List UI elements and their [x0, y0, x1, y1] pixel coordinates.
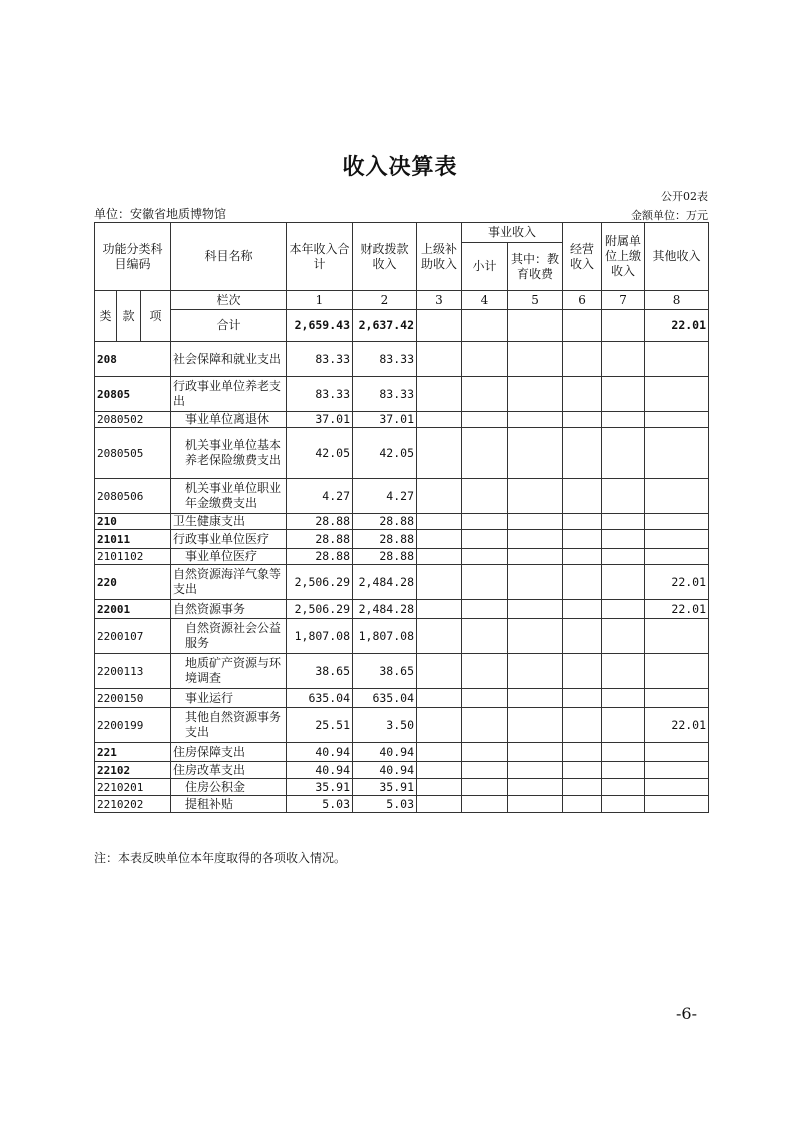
row-empty-cell [462, 689, 508, 708]
col-num: 3 [417, 291, 462, 310]
row-code: 2080505 [95, 428, 171, 479]
row-total: 37.01 [287, 412, 353, 428]
table-row [95, 479, 709, 514]
row-empty-cell [563, 412, 602, 428]
header-lei: 类 [95, 291, 117, 342]
col-num: 6 [563, 291, 602, 310]
row-fiscal: 2,484.28 [353, 565, 417, 600]
total-label: 合计 [171, 310, 287, 342]
row-fiscal: 37.01 [353, 412, 417, 428]
table-row [95, 514, 709, 530]
row-empty-cell [462, 377, 508, 412]
header-column-row: 栏次 [171, 291, 287, 310]
row-empty-cell [563, 654, 602, 689]
total-fiscal: 2,637.42 [353, 310, 417, 342]
row-empty-cell [602, 708, 645, 743]
row-code: 2080502 [95, 412, 171, 428]
row-empty-cell [508, 779, 563, 796]
row-fiscal: 4.27 [353, 479, 417, 514]
row-empty-cell [602, 514, 645, 530]
row-other [645, 689, 709, 708]
row-empty-cell [563, 689, 602, 708]
row-empty-cell [563, 743, 602, 762]
row-other [645, 743, 709, 762]
row-empty-cell [602, 377, 645, 412]
row-empty-cell [417, 796, 462, 813]
header-func-code: 功能分类科目编码 [95, 223, 171, 291]
row-empty-cell [602, 565, 645, 600]
row-name: 行政事业单位医疗 [171, 530, 287, 549]
header-operating: 经营收入 [563, 223, 602, 291]
row-total: 2,506.29 [287, 565, 353, 600]
row-empty-cell [602, 412, 645, 428]
row-total: 635.04 [287, 689, 353, 708]
row-code: 2210202 [95, 796, 171, 813]
row-empty-cell [508, 796, 563, 813]
row-empty-cell [563, 762, 602, 779]
row-empty-cell [462, 412, 508, 428]
row-name: 社会保障和就业支出 [171, 342, 287, 377]
table-row [95, 708, 709, 743]
row-name: 卫生健康支出 [171, 514, 287, 530]
row-empty-cell [508, 600, 563, 619]
row-other [645, 654, 709, 689]
row-name: 机关事业单位基本养老保险缴费支出 [171, 428, 287, 479]
row-total: 4.27 [287, 479, 353, 514]
row-code: 2200150 [95, 689, 171, 708]
page-title: 收入决算表 [342, 155, 458, 180]
row-empty-cell [508, 743, 563, 762]
row-empty-cell [417, 549, 462, 565]
row-empty-cell [462, 600, 508, 619]
table-row [95, 428, 709, 479]
col-num: 1 [287, 291, 353, 310]
row-empty-cell [602, 428, 645, 479]
row-total: 42.05 [287, 428, 353, 479]
row-empty-cell [462, 514, 508, 530]
row-empty-cell [508, 654, 563, 689]
row-other [645, 549, 709, 565]
row-empty-cell [563, 796, 602, 813]
header-total: 本年收入合计 [287, 223, 353, 291]
row-empty-cell [602, 779, 645, 796]
row-empty-cell [462, 762, 508, 779]
header-other: 其他收入 [645, 223, 709, 291]
row-empty-cell [602, 796, 645, 813]
row-name: 自然资源海洋气象等支出 [171, 565, 287, 600]
row-name: 地质矿产资源与环境调查 [171, 654, 287, 689]
table-row [95, 689, 709, 708]
row-other [645, 342, 709, 377]
total-row [95, 310, 709, 342]
row-empty-cell [462, 654, 508, 689]
row-empty-cell [417, 708, 462, 743]
row-empty-cell [417, 654, 462, 689]
row-empty-cell [417, 779, 462, 796]
row-code: 2080506 [95, 479, 171, 514]
row-empty-cell [602, 689, 645, 708]
row-empty-cell [417, 530, 462, 549]
amount-unit-label: 金额单位：万元 [631, 209, 708, 222]
row-empty-cell [462, 342, 508, 377]
row-empty-cell [602, 479, 645, 514]
row-fiscal: 40.94 [353, 762, 417, 779]
row-empty-cell [417, 689, 462, 708]
header-fiscal: 财政拨款收入 [353, 223, 417, 291]
header-subtotal: 小计 [462, 243, 508, 291]
row-empty-cell [417, 514, 462, 530]
row-name: 行政事业单位养老支出 [171, 377, 287, 412]
row-fiscal: 35.91 [353, 779, 417, 796]
row-code: 22001 [95, 600, 171, 619]
table-row [95, 530, 709, 549]
row-code: 2101102 [95, 549, 171, 565]
row-fiscal: 40.94 [353, 743, 417, 762]
row-name: 机关事业单位职业年金缴费支出 [171, 479, 287, 514]
row-name: 住房改革支出 [171, 762, 287, 779]
table-row [95, 412, 709, 428]
row-name: 提租补贴 [171, 796, 287, 813]
row-code: 2210201 [95, 779, 171, 796]
row-empty-cell [563, 549, 602, 565]
row-empty-cell [417, 600, 462, 619]
row-other [645, 428, 709, 479]
row-total: 83.33 [287, 342, 353, 377]
row-total: 25.51 [287, 708, 353, 743]
row-total: 28.88 [287, 549, 353, 565]
row-empty-cell [508, 619, 563, 654]
row-empty-cell [508, 530, 563, 549]
row-empty-cell [563, 479, 602, 514]
row-empty-cell [508, 428, 563, 479]
row-total: 1,807.08 [287, 619, 353, 654]
row-empty-cell [563, 708, 602, 743]
col-num: 8 [645, 291, 709, 310]
row-empty-cell [602, 762, 645, 779]
header-affiliated: 附属单位上缴收入 [602, 223, 645, 291]
row-other: 22.01 [645, 600, 709, 619]
row-empty-cell [602, 743, 645, 762]
row-code: 208 [95, 342, 171, 377]
total-other: 22.01 [645, 310, 709, 342]
row-code: 210 [95, 514, 171, 530]
row-other: 22.01 [645, 708, 709, 743]
row-empty-cell [462, 428, 508, 479]
table-row [95, 377, 709, 412]
table-row [95, 762, 709, 779]
row-empty-cell [508, 377, 563, 412]
row-empty-cell [462, 530, 508, 549]
col-num: 4 [462, 291, 508, 310]
row-other [645, 779, 709, 796]
row-other [645, 796, 709, 813]
page-number: -6- [676, 1004, 697, 1023]
table-body [95, 342, 709, 813]
row-empty-cell [417, 479, 462, 514]
table-row [95, 743, 709, 762]
row-code: 221 [95, 743, 171, 762]
row-empty-cell [602, 600, 645, 619]
row-fiscal: 28.88 [353, 549, 417, 565]
header-subject-name: 科目名称 [171, 223, 287, 291]
row-fiscal: 42.05 [353, 428, 417, 479]
unit-label: 单位：安徽省地质博物馆 [94, 207, 227, 221]
row-empty-cell [462, 743, 508, 762]
footnote: 注：本表反映单位本年度取得的各项收入情况。 [94, 851, 347, 865]
table-row [95, 796, 709, 813]
row-code: 21011 [95, 530, 171, 549]
row-total: 40.94 [287, 743, 353, 762]
row-empty-cell [508, 342, 563, 377]
row-fiscal: 5.03 [353, 796, 417, 813]
row-empty-cell [417, 428, 462, 479]
row-fiscal: 28.88 [353, 530, 417, 549]
row-empty-cell [602, 619, 645, 654]
row-empty-cell [563, 600, 602, 619]
row-name: 事业运行 [171, 689, 287, 708]
row-total: 40.94 [287, 762, 353, 779]
row-empty-cell [508, 565, 563, 600]
row-empty-cell [462, 565, 508, 600]
row-empty-cell [462, 779, 508, 796]
row-empty-cell [462, 796, 508, 813]
row-empty-cell [602, 654, 645, 689]
row-empty-cell [602, 342, 645, 377]
row-empty-cell [462, 708, 508, 743]
row-other [645, 514, 709, 530]
row-empty-cell [563, 619, 602, 654]
row-code: 2200107 [95, 619, 171, 654]
header-xiang: 项 [141, 291, 171, 342]
row-empty-cell [508, 689, 563, 708]
row-total: 38.65 [287, 654, 353, 689]
col-num: 5 [508, 291, 563, 310]
row-empty-cell [417, 762, 462, 779]
table-row [95, 619, 709, 654]
row-other: 22.01 [645, 565, 709, 600]
row-empty-cell [563, 514, 602, 530]
row-total: 2,506.29 [287, 600, 353, 619]
row-total: 28.88 [287, 514, 353, 530]
row-empty-cell [602, 549, 645, 565]
row-name: 自然资源社会公益服务 [171, 619, 287, 654]
row-code: 2200199 [95, 708, 171, 743]
row-name: 其他自然资源事务支出 [171, 708, 287, 743]
row-fiscal: 3.50 [353, 708, 417, 743]
income-table [94, 222, 709, 813]
row-fiscal: 635.04 [353, 689, 417, 708]
table-row [95, 600, 709, 619]
row-empty-cell [563, 428, 602, 479]
row-name: 住房保障支出 [171, 743, 287, 762]
row-code: 20805 [95, 377, 171, 412]
row-name: 自然资源事务 [171, 600, 287, 619]
row-name: 住房公积金 [171, 779, 287, 796]
row-other [645, 479, 709, 514]
row-code: 220 [95, 565, 171, 600]
header-education: 其中：教育收费 [508, 243, 563, 291]
row-empty-cell [602, 530, 645, 549]
row-total: 35.91 [287, 779, 353, 796]
table-row [95, 549, 709, 565]
row-code: 22102 [95, 762, 171, 779]
col-num: 7 [602, 291, 645, 310]
table-row [95, 565, 709, 600]
row-fiscal: 2,484.28 [353, 600, 417, 619]
row-fiscal: 83.33 [353, 377, 417, 412]
row-empty-cell [563, 565, 602, 600]
table-row [95, 779, 709, 796]
row-other [645, 619, 709, 654]
row-name: 事业单位医疗 [171, 549, 287, 565]
row-empty-cell [417, 377, 462, 412]
row-fiscal: 1,807.08 [353, 619, 417, 654]
table-row [95, 654, 709, 689]
unit-line [94, 205, 708, 222]
row-empty-cell [417, 619, 462, 654]
row-empty-cell [508, 549, 563, 565]
col-num: 2 [353, 291, 417, 310]
row-name: 事业单位离退休 [171, 412, 287, 428]
row-empty-cell [508, 412, 563, 428]
row-code: 2200113 [95, 654, 171, 689]
total-total: 2,659.43 [287, 310, 353, 342]
row-empty-cell [462, 619, 508, 654]
row-fiscal: 38.65 [353, 654, 417, 689]
row-fiscal: 28.88 [353, 514, 417, 530]
row-empty-cell [508, 708, 563, 743]
form-code: 公开02表 [661, 190, 708, 203]
row-other [645, 412, 709, 428]
row-empty-cell [417, 412, 462, 428]
row-empty-cell [563, 530, 602, 549]
row-empty-cell [563, 779, 602, 796]
row-other [645, 377, 709, 412]
row-empty-cell [417, 743, 462, 762]
row-total: 5.03 [287, 796, 353, 813]
header-kuan: 款 [117, 291, 141, 342]
header-superior: 上级补助收入 [417, 223, 462, 291]
header-business: 事业收入 [462, 223, 563, 243]
row-other [645, 762, 709, 779]
row-empty-cell [508, 479, 563, 514]
table-row [95, 342, 709, 377]
row-empty-cell [462, 549, 508, 565]
row-total: 28.88 [287, 530, 353, 549]
row-total: 83.33 [287, 377, 353, 412]
row-empty-cell [563, 377, 602, 412]
row-empty-cell [417, 565, 462, 600]
row-empty-cell [508, 762, 563, 779]
row-other [645, 530, 709, 549]
row-empty-cell [462, 479, 508, 514]
row-empty-cell [508, 514, 563, 530]
row-empty-cell [563, 342, 602, 377]
row-fiscal: 83.33 [353, 342, 417, 377]
row-empty-cell [417, 342, 462, 377]
